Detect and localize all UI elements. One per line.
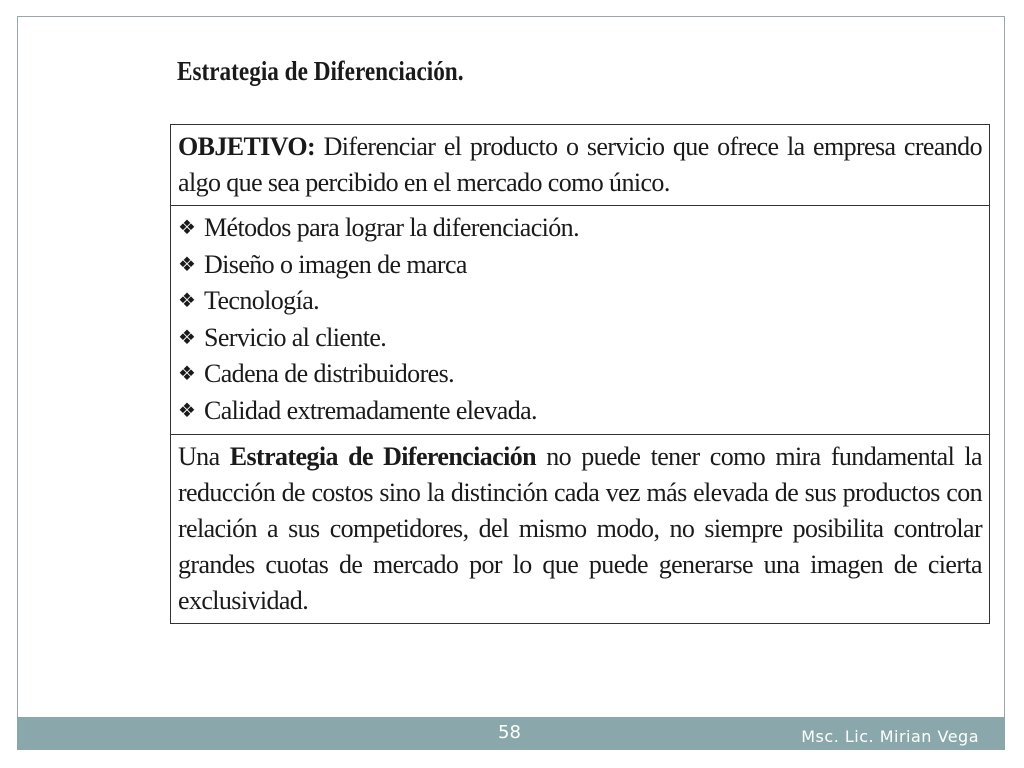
list-item-text: Servicio al cliente. [204,322,387,352]
list-item [178,393,982,430]
diamond-bullet-icon: ❖ [178,399,196,422]
closing-bold: Estrategia de Diferenciación [229,441,536,471]
closing-prefix: Una [178,441,230,471]
list-item [178,247,982,284]
list-item-text: Tecnología. [204,286,320,316]
diamond-bullet-icon: ❖ [178,290,196,313]
author-credit: Msc. Lic. Mirian Vega [801,727,979,746]
closing-text: no puede tener como mira fundamental la reducción de costos sino la distinción cada vez más elevada de sus productos con relación a sus competidores, del mismo modo, no siempre posibilita controlar grandes cuotas de mercado por lo que puede generarse una imagen de cierta exclusividad. [178,441,983,615]
slide-title: Estrategia de Diferenciación. [177,56,464,86]
methods-row [171,206,990,435]
list-item [178,356,982,393]
methods-cell [171,206,990,435]
list-item-text: Diseño o imagen de marca [204,249,467,279]
list-item-text: Calidad extremadamente elevada. [204,395,537,425]
list-item [178,210,982,247]
closing-cell [171,434,990,623]
list-item [178,320,982,357]
objective-label: OBJETIVO: [178,132,316,161]
objective-row [171,125,990,206]
diamond-bullet-icon: ❖ [178,326,196,349]
page-number: 58 [498,722,521,743]
diamond-bullet-icon: ❖ [178,253,196,276]
content-table [170,124,990,624]
list-item-text: Métodos para lograr la diferenciación. [204,213,579,242]
methods-list [178,210,982,430]
objective-text: Diferenciar el producto o servicio que ofrece la empresa creando algo que sea percibido en el mercado como único. [178,132,982,197]
closing-row [171,434,990,623]
list-item-text: Cadena de distribuidores. [204,359,454,389]
diamond-bullet-icon: ❖ [178,217,196,239]
list-item [178,283,982,320]
objective-cell [171,125,990,206]
diamond-bullet-icon: ❖ [178,363,196,386]
